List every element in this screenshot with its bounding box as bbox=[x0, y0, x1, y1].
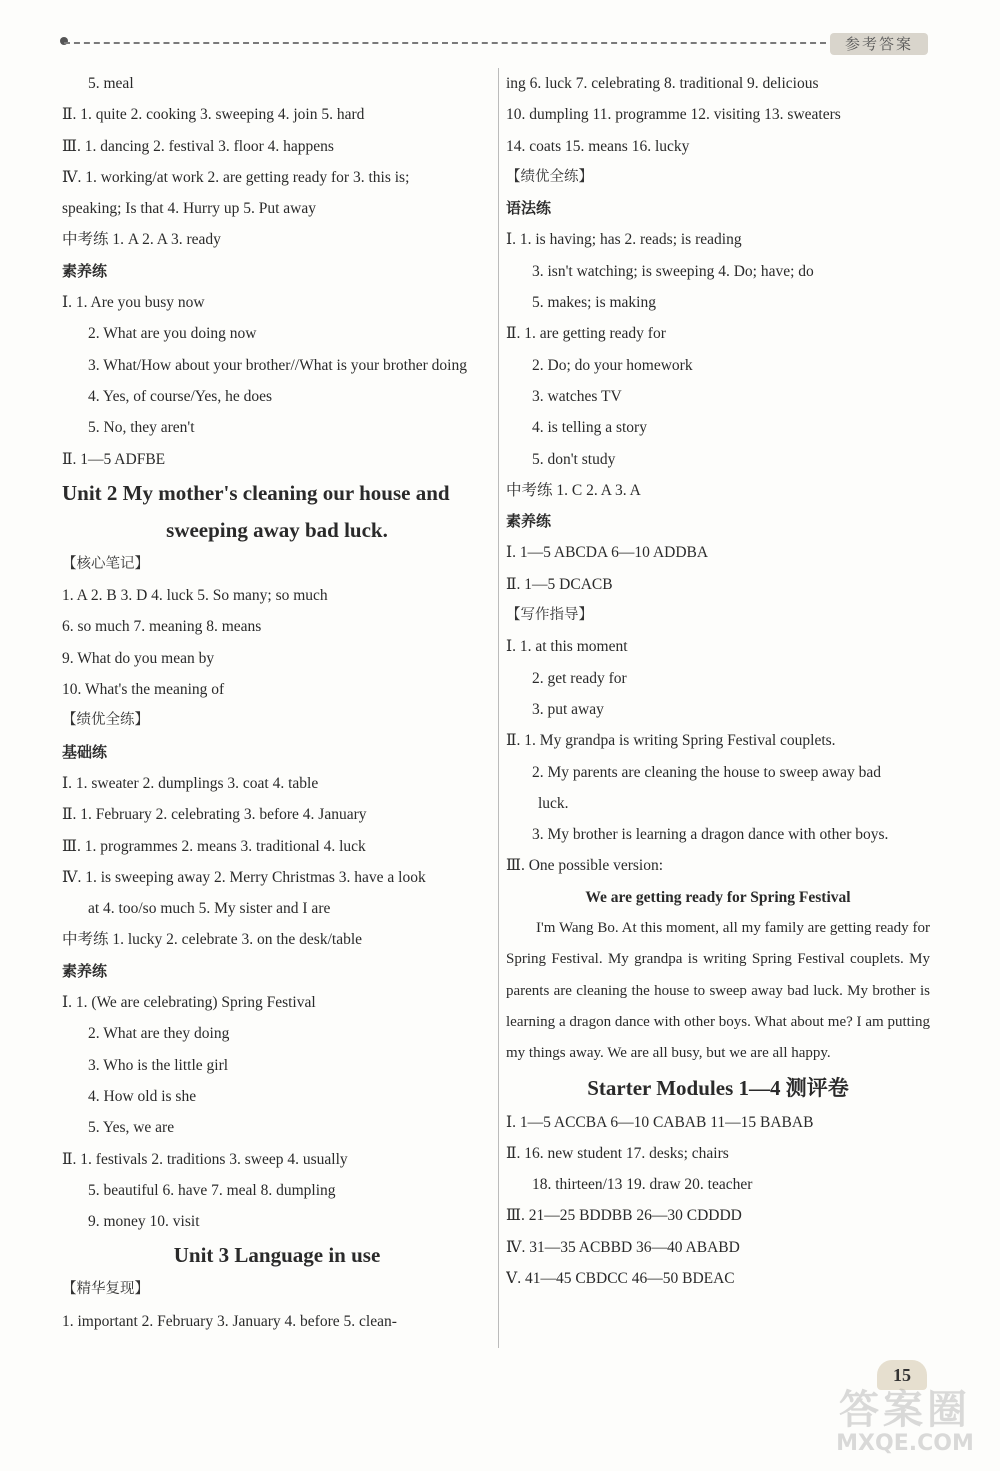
section-tag: 【绩优全练】 bbox=[506, 168, 593, 185]
answer-line: Ⅳ. 1. is sweeping away 2. Merry Christmas 3. have a look bbox=[62, 868, 426, 886]
answer-line: 3. Who is the little girl bbox=[88, 1056, 229, 1074]
answer-line: 中考练 1. C 2. A 3. A bbox=[506, 481, 641, 499]
section-heading: 素养练 bbox=[62, 261, 108, 280]
right-column-test-answers bbox=[506, 1070, 930, 1295]
unit-title: Unit 2 My mother's cleaning our house and bbox=[62, 480, 450, 505]
answer-line: Ⅲ. 1. programmes 2. means 3. traditional 4. luck bbox=[62, 837, 366, 855]
answer-line: 中考练 1. A 2. A 3. ready bbox=[62, 231, 221, 249]
header-badge: 参考答案 bbox=[830, 33, 928, 55]
section-heading: 语法练 bbox=[506, 199, 552, 218]
answer-line: 2. My parents are cleaning the house to sweep away bad bbox=[532, 763, 882, 781]
answer-line: Ⅴ. 41—45 CBDCC 46—50 BDEAC bbox=[506, 1269, 735, 1287]
left-column bbox=[62, 68, 492, 1337]
answer-line: 5. meal bbox=[88, 75, 134, 92]
section-tag: 【写作指导】 bbox=[506, 607, 593, 624]
page-number: 15 bbox=[877, 1360, 927, 1390]
unit-title: Unit 3 Language in use bbox=[173, 1243, 381, 1268]
answer-line: 5. beautiful 6. have 7. meal 8. dumpling bbox=[88, 1181, 336, 1199]
right-column-answers bbox=[506, 68, 930, 882]
answer-line: 10. dumpling 11. programme 12. visiting 13. sweaters bbox=[506, 106, 841, 124]
section-tag: 【精华复现】 bbox=[62, 1281, 149, 1298]
answer-line: Ⅱ. 16. new student 17. desks; chairs bbox=[506, 1144, 729, 1162]
unit-title: sweeping away bad luck. bbox=[166, 517, 388, 542]
answer-line: Ⅱ. 1. quite 2. cooking 3. sweeping 4. join 5. hard bbox=[62, 106, 365, 124]
answer-line: 14. coats 15. means 16. lucky bbox=[506, 137, 690, 155]
answer-line: Ⅱ. 1. festivals 2. traditions 3. sweep 4. usually bbox=[62, 1150, 348, 1168]
answer-line: 3. put away bbox=[532, 700, 604, 718]
answer-line: 3. My brother is learning a dragon dance with other boys. bbox=[532, 826, 889, 844]
answer-line: Ⅱ. 1—5 DCACB bbox=[506, 575, 613, 593]
section-tag: 【绩优全练】 bbox=[62, 712, 149, 729]
answer-line: 2. What are you doing now bbox=[88, 325, 257, 343]
answer-line: Ⅰ. 1. (We are celebrating) Spring Festival bbox=[62, 994, 316, 1012]
answer-line: Ⅰ. 1. Are you busy now bbox=[62, 294, 205, 312]
essay-title: We are getting ready for Spring Festival bbox=[585, 888, 851, 906]
answer-line: Ⅱ. 1—5 ADFBE bbox=[62, 450, 166, 468]
answer-line: 4. Yes, of course/Yes, he does bbox=[88, 387, 272, 405]
watermark-logo: 答案圈 bbox=[839, 1387, 971, 1433]
answer-line: 5. No, they aren't bbox=[88, 419, 195, 437]
answer-line: Ⅰ. 1—5 ABCDA 6—10 ADDBA bbox=[506, 544, 709, 562]
answer-line: Ⅱ. 1. are getting ready for bbox=[506, 325, 666, 343]
answer-line: Ⅳ. 1. working/at work 2. are getting ready for 3. this is; bbox=[62, 168, 410, 186]
answer-line: 6. so much 7. meaning 8. means bbox=[62, 618, 262, 636]
essay-body: I'm Wang Bo. At this moment, all my family are getting ready for Spring Festival. My grandpa is writing Spring Festival couplets. My parents are cleaning the house to sweep away bad luck. My brother is learning a dragon dance with other boys. What about me? I am putting my things away. We are all busy, but we are all happy. bbox=[506, 920, 930, 1062]
answer-line: 3. isn't watching; is sweeping 4. Do; have; do bbox=[532, 262, 814, 280]
answer-line: Ⅰ. 1—5 ACCBA 6—10 CABAB 11—15 BABAB bbox=[506, 1113, 814, 1131]
unit-title: Starter Modules 1—4 测评卷 bbox=[587, 1075, 849, 1100]
answer-line: luck. bbox=[538, 794, 569, 812]
answer-line: 2. Do; do your homework bbox=[532, 356, 693, 374]
answer-line: Ⅲ. 1. dancing 2. festival 3. floor 4. happens bbox=[62, 137, 334, 155]
answer-line: ing 6. luck 7. celebrating 8. traditional 9. delicious bbox=[506, 75, 819, 92]
answer-line: Ⅰ. 1. sweater 2. dumplings 3. coat 4. table bbox=[62, 774, 319, 792]
answer-line: Ⅲ. One possible version: bbox=[506, 857, 664, 875]
section-heading: 基础练 bbox=[62, 742, 108, 761]
answer-line: Ⅱ. 1. February 2. celebrating 3. before 4. January bbox=[62, 806, 367, 824]
answer-line: speaking; Is that 4. Hurry up 5. Put away bbox=[62, 200, 316, 218]
answer-line: Ⅲ. 21—25 BDDBB 26—30 CDDDD bbox=[506, 1207, 742, 1225]
answer-line: 1. A 2. B 3. D 4. luck 5. So many; so much bbox=[62, 587, 328, 605]
answer-line: 1. important 2. February 3. January 4. before 5. clean- bbox=[62, 1312, 397, 1330]
answer-line: 4. How old is she bbox=[88, 1087, 197, 1105]
right-column bbox=[506, 68, 930, 1294]
answer-line: 中考练 1. lucky 2. celebrate 3. on the desk/table bbox=[62, 931, 363, 949]
watermark bbox=[820, 1388, 990, 1458]
answer-line: 3. watches TV bbox=[532, 387, 622, 405]
answer-line: 3. What/How about your brother//What is your brother doing bbox=[88, 356, 467, 374]
section-tag: 【核心笔记】 bbox=[62, 555, 149, 572]
answer-line: 5. don't study bbox=[532, 450, 616, 468]
column-divider bbox=[498, 68, 499, 1348]
answer-line: 2. get ready for bbox=[532, 669, 627, 687]
answer-line: 18. thirteen/13 19. draw 20. teacher bbox=[532, 1176, 753, 1194]
answer-line: 2. What are they doing bbox=[88, 1025, 230, 1043]
answer-line: Ⅰ. 1. at this moment bbox=[506, 638, 628, 656]
answer-line: 5. Yes, we are bbox=[88, 1119, 175, 1137]
answer-line: Ⅱ. 1. My grandpa is writing Spring Festival couplets. bbox=[506, 732, 836, 750]
answer-line: 9. money 10. visit bbox=[88, 1213, 200, 1231]
answer-line: 9. What do you mean by bbox=[62, 649, 215, 667]
answer-line: Ⅰ. 1. is having; has 2. reads; is reading bbox=[506, 231, 742, 249]
answer-line: Ⅳ. 31—35 ACBBD 36—40 ABABD bbox=[506, 1238, 740, 1256]
section-heading: 素养练 bbox=[506, 512, 552, 531]
header-dashed-rule bbox=[64, 42, 826, 44]
section-heading: 素养练 bbox=[62, 961, 108, 980]
answer-line: 4. is telling a story bbox=[532, 419, 647, 437]
answer-line: 10. What's the meaning of bbox=[62, 681, 225, 699]
watermark-url: MXQE.COM bbox=[836, 1431, 974, 1456]
answer-line: at 4. too/so much 5. My sister and I are bbox=[88, 900, 331, 918]
answer-line: 5. makes; is making bbox=[532, 294, 656, 312]
